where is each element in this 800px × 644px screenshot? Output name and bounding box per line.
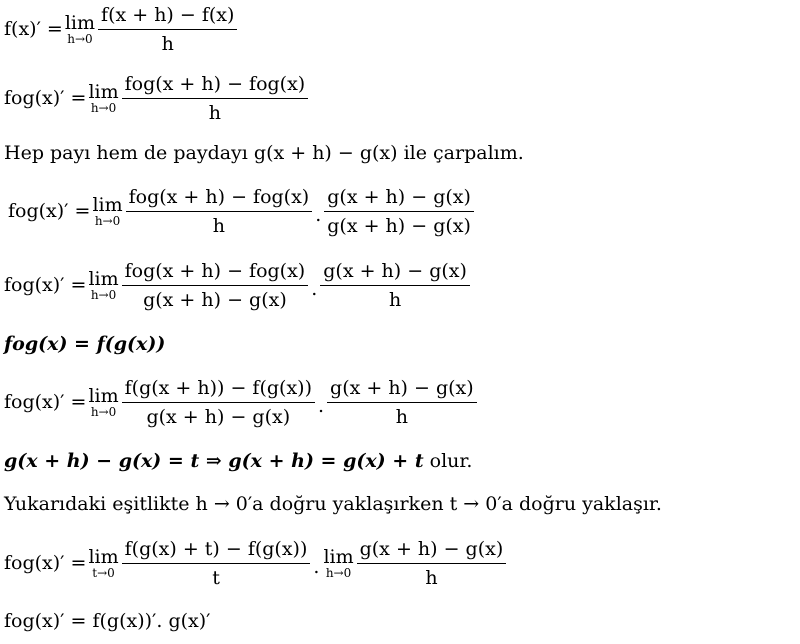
eq8-fraction-2: $\frac{g(x + h) - g(x)}{h}$ bbox=[357, 538, 507, 589]
eq2-lhs: fog(x)′ = bbox=[4, 87, 87, 109]
eq6-fraction-2: $\frac{g(x + h) - g(x)}{h}$ bbox=[327, 377, 477, 428]
eq3-lhs: fog(x)′ = bbox=[8, 200, 91, 222]
instruction-text-1: Hep payı hem de paydayı g(x + h) − g(x) ile çarpalım. bbox=[4, 142, 524, 164]
instruction-text-2: Yukarıdaki eşitlikte h → 0′a doğru yaklaşırken t → 0′a doğru yaklaşır. bbox=[4, 493, 662, 515]
eq8-lhs: fog(x)′ = bbox=[4, 552, 87, 574]
eq3-dot: . bbox=[315, 204, 322, 226]
equation-7 bbox=[4, 452, 472, 471]
eq2-limit: lim h→0 bbox=[88, 81, 119, 115]
eq4-fraction-1: $\frac{\text{fog(x + h) − fog(x)}}{g(x + h) - g(x)}$ bbox=[122, 260, 309, 311]
eq4-limit: lim h→0 bbox=[88, 268, 119, 302]
eq1-fraction: $\frac{f(x + h) - f(x)}{h}$ bbox=[98, 4, 237, 55]
equation-2 bbox=[4, 73, 309, 124]
equation-6 bbox=[4, 377, 478, 428]
eq6-lhs: fog(x)′ = bbox=[4, 391, 87, 413]
eq4-lhs: fog(x)′ = bbox=[4, 274, 87, 296]
eq2-fraction: $\frac{\text{fog(x + h) − fog(x)}}{h}$ bbox=[122, 73, 309, 124]
eq8-fraction-1: $\frac{f(g(x) + t) - f(g(x))}{t}$ bbox=[122, 538, 311, 589]
eq1-limit: lim h→0 bbox=[64, 12, 96, 46]
equation-3 bbox=[8, 186, 475, 237]
eq4-fraction-2: $\frac{g(x + h) - g(x)}{h}$ bbox=[320, 260, 470, 311]
eq8-limit-2: lim h→0 bbox=[323, 546, 354, 580]
eq6-dot: . bbox=[317, 395, 325, 417]
equation-5: fog(x) = f(g(x)) bbox=[4, 333, 166, 355]
eq6-fraction-1: $\frac{f(g(x + h)) - f(g(x))}{g(x + h) - g(x)}$ bbox=[122, 377, 315, 428]
eq3-fraction-1: $\frac{\text{fog(x + h) − fog(x)}}{h}$ bbox=[126, 186, 313, 237]
eq6-limit: lim h→0 bbox=[88, 385, 119, 419]
equation-1 bbox=[4, 4, 238, 55]
eq4-dot: . bbox=[311, 278, 318, 300]
equation-4 bbox=[4, 260, 471, 311]
eq8-dot: . bbox=[313, 556, 320, 578]
equation-9: fog(x)′ = f(g(x))′. g(x)′ bbox=[4, 610, 211, 632]
eq3-limit: lim h→0 bbox=[92, 194, 123, 228]
eq7-suffix: olur. bbox=[423, 450, 473, 472]
eq7-substitution: g(x + h) − g(x) = t ⇒ g(x + h) = g(x) + t bbox=[4, 450, 424, 472]
equation-8 bbox=[4, 538, 507, 589]
eq3-fraction-2: $\frac{g(x + h) - g(x)}{g(x + h) - g(x)}$ bbox=[324, 186, 474, 237]
eq1-lhs: f(x)′ = bbox=[4, 18, 63, 40]
eq8-limit-1: lim t→0 bbox=[88, 546, 119, 580]
